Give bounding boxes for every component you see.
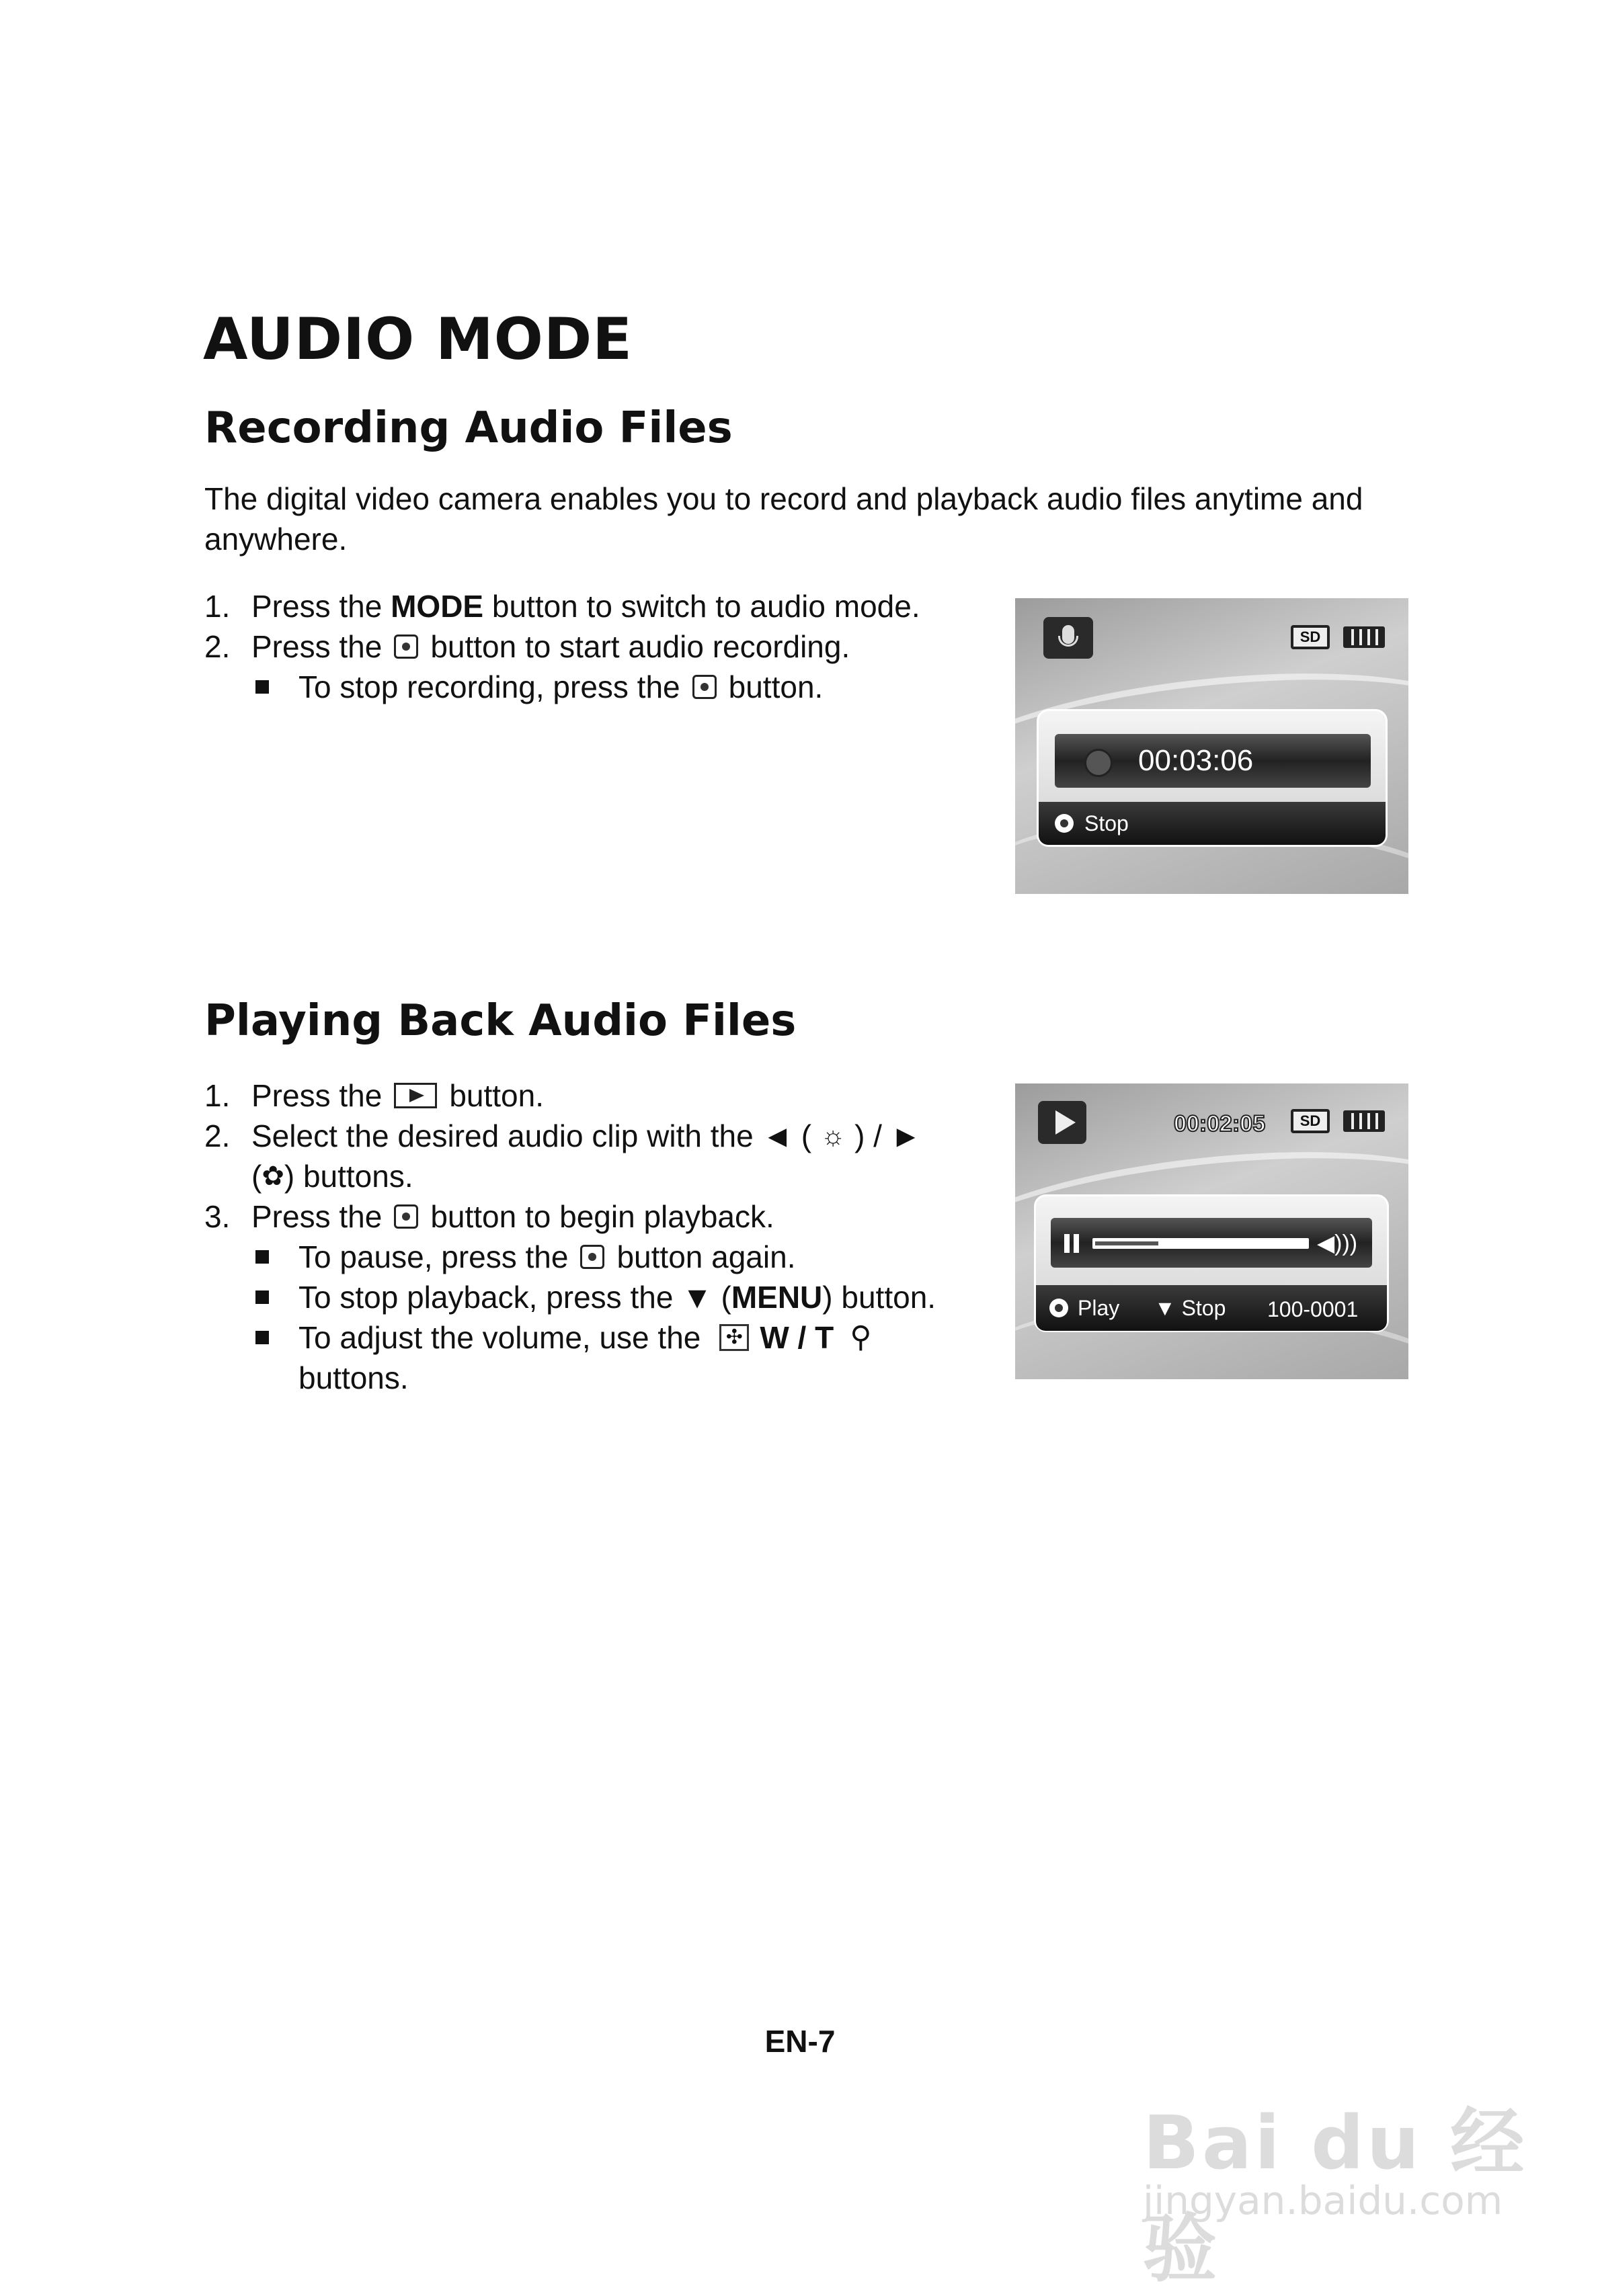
action-bar — [1036, 1285, 1387, 1331]
playback-time: 00:02:05 — [1174, 1111, 1266, 1137]
playback-panel — [1034, 1194, 1389, 1332]
recording-screen-image — [1015, 598, 1408, 894]
playback-heading: Playing Back Audio Files — [204, 996, 797, 1046]
watermark-url: jingyan.baidu.com — [1143, 2178, 1503, 2223]
playback-sub-pause — [251, 1237, 795, 1277]
progress-fill — [1095, 1241, 1158, 1245]
step-text-post: button to start audio recording. — [430, 629, 850, 664]
step-text-pre: Press the — [251, 629, 383, 664]
playback-screen-image — [1015, 1083, 1408, 1379]
stop-label: ▼ Stop — [1154, 1296, 1226, 1320]
sd-card-icon: SD — [1291, 625, 1330, 649]
playback-sub-stop — [251, 1277, 936, 1317]
step-number: 2. — [204, 1118, 231, 1153]
recording-panel — [1037, 709, 1388, 847]
step-text-pre: Press the — [251, 589, 391, 624]
recording-timer: 00:03:06 — [1138, 744, 1254, 777]
macro-flower-icon: ✿ — [262, 1161, 284, 1191]
bullet-square-icon — [255, 680, 269, 694]
play-button-icon — [394, 1083, 437, 1108]
playback-sub-volume-cont: buttons. — [298, 1360, 409, 1395]
sub-text-pre: To adjust the volume, use the — [298, 1320, 701, 1355]
playback-step-2-cont — [251, 1156, 413, 1196]
playback-step-2 — [204, 1116, 921, 1156]
pause-icon — [1064, 1234, 1070, 1253]
step-text-post: button. — [449, 1078, 544, 1113]
recording-sub-stop — [251, 667, 823, 707]
sub-text-pre: To stop recording, press the — [298, 669, 680, 704]
menu-keyword: MENU — [731, 1280, 823, 1315]
progress-track[interactable] — [1092, 1238, 1309, 1249]
wt-keyword: W / T — [760, 1320, 834, 1355]
play-label: Play — [1078, 1296, 1120, 1320]
ok-dot-icon — [1055, 814, 1074, 833]
volume-speaker-icon[interactable]: ◀))) — [1317, 1231, 1358, 1256]
page-number: EN-7 — [764, 2024, 836, 2059]
ok-button-icon — [580, 1245, 604, 1269]
ok-button-icon — [394, 1204, 418, 1229]
step-number: 1. — [204, 1078, 231, 1113]
sub-text-post: ) button. — [822, 1280, 936, 1315]
battery-icon — [1343, 626, 1385, 648]
ok-button-icon — [692, 675, 717, 699]
file-number: 100-0001 — [1267, 1297, 1359, 1321]
timer-bar — [1055, 734, 1371, 788]
playback-step-3 — [204, 1196, 774, 1237]
pause-icon-bar — [1074, 1234, 1079, 1253]
play-mode-icon — [1038, 1101, 1086, 1144]
recording-intro: The digital video camera enables you to record and playback audio files anytime and anywhere. — [204, 481, 1363, 557]
mode-keyword: MODE — [391, 589, 484, 624]
action-bar — [1039, 802, 1386, 845]
progress-bar-frame — [1051, 1218, 1372, 1268]
recording-step-1 — [204, 586, 920, 626]
step-text-mid: ) / ► — [854, 1118, 922, 1153]
sub-text-pre: To pause, press the — [298, 1239, 569, 1274]
flash-icon: ☼ — [820, 1120, 846, 1151]
sub-text-pre: To stop playback, press the ▼ ( — [298, 1280, 731, 1315]
step-text-post: ) buttons. — [284, 1159, 413, 1194]
step-text-paren: ( — [251, 1159, 262, 1194]
record-dot-icon — [1084, 749, 1113, 777]
playback-step-1 — [204, 1075, 544, 1116]
step-text-pre: Select the desired audio clip with the ◄ ( — [251, 1118, 812, 1153]
page-title: AUDIO MODE — [203, 306, 633, 373]
magnifier-icon: ⚲ — [850, 1320, 872, 1354]
battery-icon — [1343, 1110, 1385, 1132]
step-number: 3. — [204, 1199, 231, 1234]
bullet-square-icon — [255, 1250, 269, 1264]
recording-heading: Recording Audio Files — [204, 403, 733, 453]
sub-text-post: button. — [728, 669, 824, 704]
sub-text-post: button again. — [616, 1239, 796, 1274]
step-number: 2. — [204, 629, 231, 664]
ok-dot-icon — [1049, 1299, 1068, 1317]
step-text-post: button to switch to audio mode. — [483, 589, 920, 624]
playback-sub-volume — [251, 1317, 871, 1358]
wide-zoom-icon: ✣ — [719, 1324, 749, 1351]
step-text-pre: Press the — [251, 1078, 383, 1113]
step-text-pre: Press the — [251, 1199, 383, 1234]
bullet-square-icon — [255, 1290, 269, 1304]
microphone-icon — [1043, 617, 1093, 659]
recording-step-2 — [204, 626, 850, 667]
step-text-post: button to begin playback. — [430, 1199, 774, 1234]
bullet-square-icon — [255, 1331, 269, 1344]
sd-card-icon: SD — [1291, 1109, 1330, 1133]
step-number: 1. — [204, 589, 231, 624]
stop-label: Stop — [1084, 811, 1129, 835]
ok-button-icon — [394, 634, 418, 659]
baidu-watermark-logo: Bai du 经验 — [1143, 2100, 1527, 2292]
